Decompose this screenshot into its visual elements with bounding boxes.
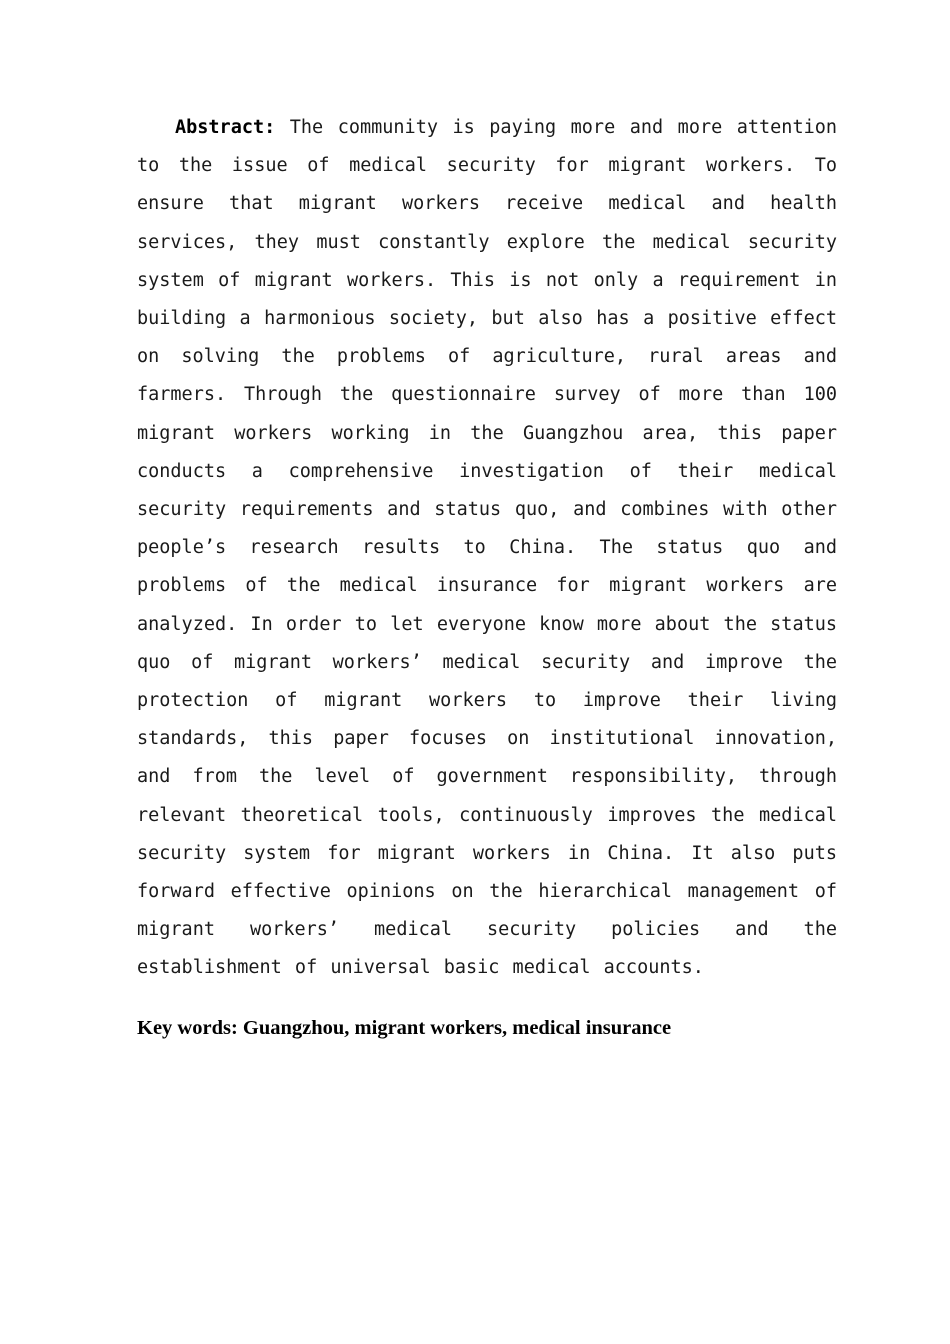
abstract-paragraph [137, 109, 837, 988]
keywords-line: Key words: Guangzhou, migrant workers, medical insurance [137, 1017, 672, 1039]
abstract-label: Abstract: [175, 117, 276, 138]
abstract-body: The community is paying more and more attention to the issue of medical security for migrant workers. To ensure that migrant workers receive medical and health services, they must constantly explore the medical security system of migrant workers. This is not only a requirement in building a harmonious society, but also has a positive effect on solving the problems of agriculture, rural areas and farmers. Through the questionnaire survey of more than 100 migrant workers working in the Guangzhou area, this paper conducts a comprehensive investigation of their medical security requirements and status quo, and combines with other people’s research results to China. The status quo and problems of the medical insurance for migrant workers are analyzed. In order to let everyone know more about the status quo of migrant workers’ medical security and improve the protection of migrant workers to improve their living standards, this paper focuses on institutional innovation, and from the level of government responsibility, through relevant theoretical tools, continuously improves the medical security system for migrant workers in China. It also puts forward effective opinions on the hierarchical management of migrant workers’ medical security policies and the establishment of universal basic medical accounts. [137, 117, 837, 979]
